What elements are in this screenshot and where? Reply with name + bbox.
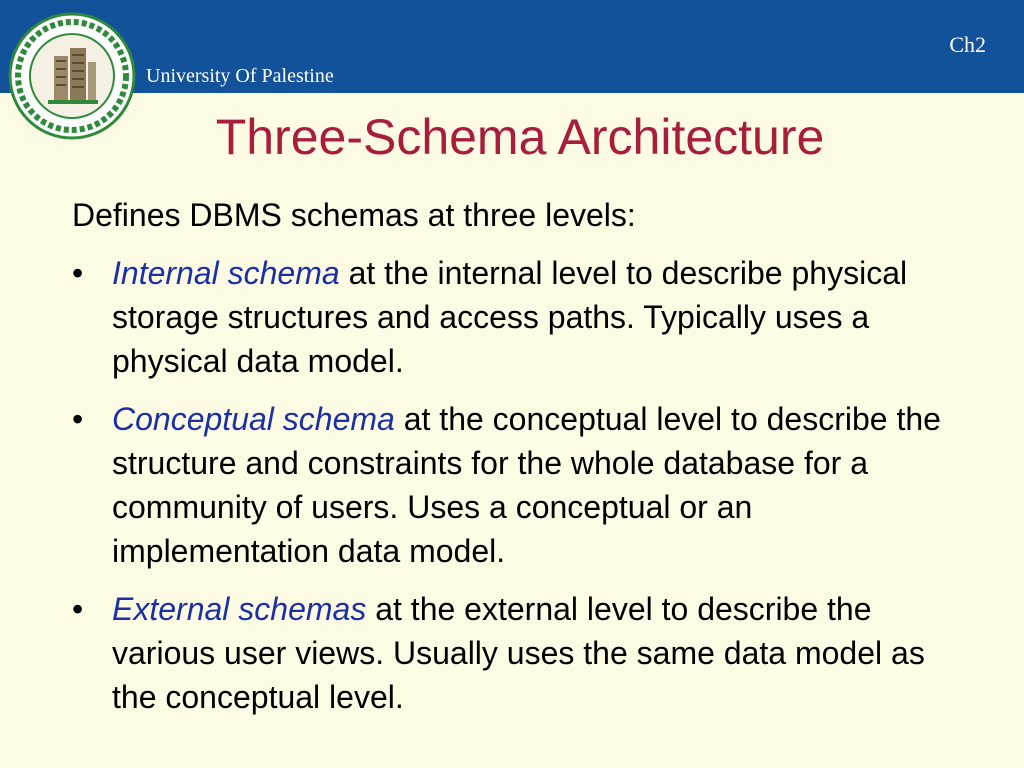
term-internal-schema: Internal schema	[112, 255, 340, 291]
slide-title: Three-Schema Architecture	[215, 109, 825, 165]
term-external-schemas: External schemas	[112, 591, 367, 627]
slide-body	[72, 193, 972, 733]
bullet-mark: •	[72, 401, 84, 437]
bullet-mark: •	[72, 255, 84, 291]
university-seal-icon	[8, 12, 136, 140]
bullet-internal-schema	[72, 251, 972, 383]
bullet-mark: •	[72, 591, 84, 627]
bullet-text: at the internal level to describe physical storage structures and access paths. Typically uses a physical data model.	[112, 255, 908, 379]
bullet-external-schemas	[72, 587, 972, 719]
intro-text: Defines DBMS schemas at three levels:	[72, 197, 636, 233]
bullet-text: at the conceptual level to describe the structure and constraints for the whole database for a community of users. Uses a conceptual or an implementation data model.	[112, 401, 941, 569]
chapter-label: Ch2	[949, 32, 986, 57]
university-logo	[8, 12, 136, 140]
term-conceptual-schema: Conceptual schema	[112, 401, 395, 437]
header-bar	[0, 0, 1024, 93]
university-name: University Of Palestine	[146, 65, 334, 87]
bullet-conceptual-schema	[72, 397, 972, 573]
bullet-text: at the external level to describe the various user views. Usually uses the same data model as the conceptual level.	[112, 591, 925, 715]
